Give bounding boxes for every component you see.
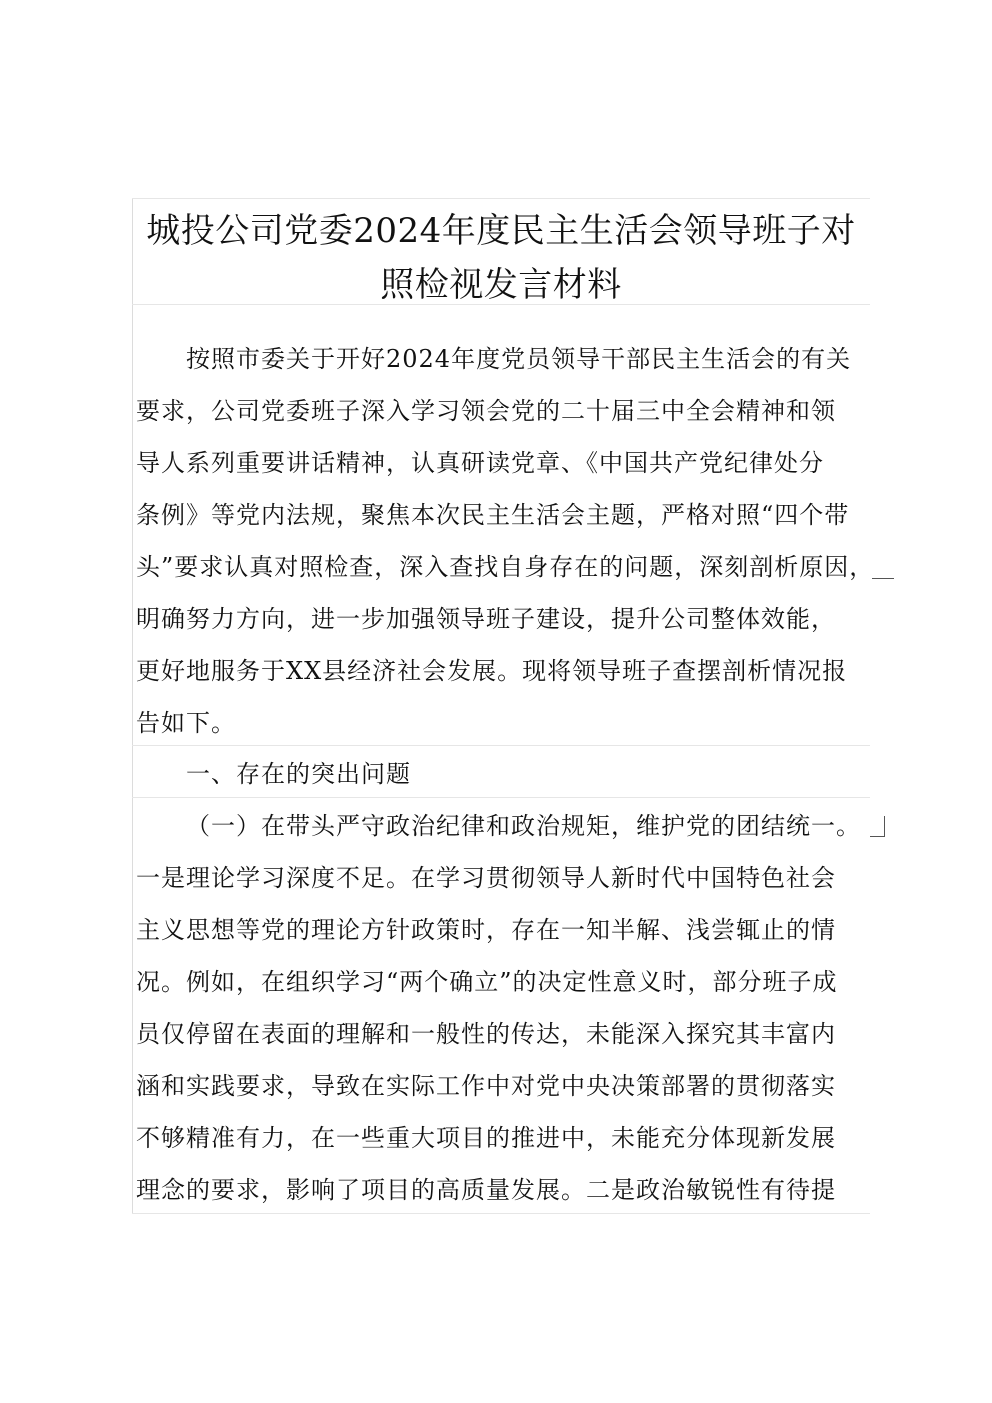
body-line: 主义思想等党的理论方针政策时，存在一知半解、浅尝辄止的情 — [136, 916, 836, 944]
body-line: 员仅停留在表面的理解和一般性的传达，未能深入探究其丰富内 — [136, 1020, 836, 1048]
body-line: 理念的要求，影响了项目的高质量发展。二是政治敏锐性有待提 — [136, 1176, 836, 1204]
title-line-1: 城投公司党委2024年度民主生活会领导班子对 — [146, 211, 856, 251]
intro-line: 导人系列重要讲话精神，认真研读党章、《中国共产党纪律处分 — [136, 449, 824, 477]
intro-bottom-rule — [132, 745, 870, 746]
body-line: 况。例如，在组织学习“两个确立”的决定性意义时，部分班子成 — [136, 968, 838, 996]
paragraph-mark — [870, 816, 885, 837]
subsection-heading: （一）在带头严守政治纪律和政治规矩，维护党的团结统一。 — [186, 812, 861, 840]
intro-line: 告如下。 — [136, 709, 236, 737]
heading-bottom-rule — [132, 797, 870, 798]
body-line: 不够精准有力，在一些重大项目的推进中，未能充分体现新发展 — [136, 1124, 836, 1152]
intro-line: 要求，公司党委班子深入学习领会党的二十届三中全会精神和领 — [136, 397, 836, 425]
intro-line: 头”要求认真对照检查，深入查找自身存在的问题，深刻剖析原因， — [136, 553, 875, 581]
title-line-2: 照检视发言材料 — [380, 265, 622, 305]
body-line: 涵和实践要求，导致在实际工作中对党中央决策部署的贯彻落实 — [136, 1072, 836, 1100]
revision-mark — [872, 578, 894, 579]
intro-line: 明确努力方向，进一步加强领导班子建设，提升公司整体效能， — [136, 605, 836, 633]
section-heading: 一、存在的突出问题 — [186, 760, 411, 788]
page-frame-left-rule — [132, 198, 133, 1214]
body-bottom-rule — [132, 1213, 870, 1214]
body-line: 一是理论学习深度不足。在学习贯彻领导人新时代中国特色社会 — [136, 864, 836, 892]
intro-line: 按照市委关于开好2024年度党员领导干部民主生活会的有关 — [186, 345, 852, 373]
intro-line: 条例》等党内法规，聚焦本次民主生活会主题，严格对照“四个带 — [136, 501, 850, 529]
document-title — [136, 204, 866, 312]
intro-line: 更好地服务于XX县经济社会发展。现将领导班子查摆剖析情况报 — [136, 657, 848, 685]
title-top-rule — [132, 198, 870, 199]
